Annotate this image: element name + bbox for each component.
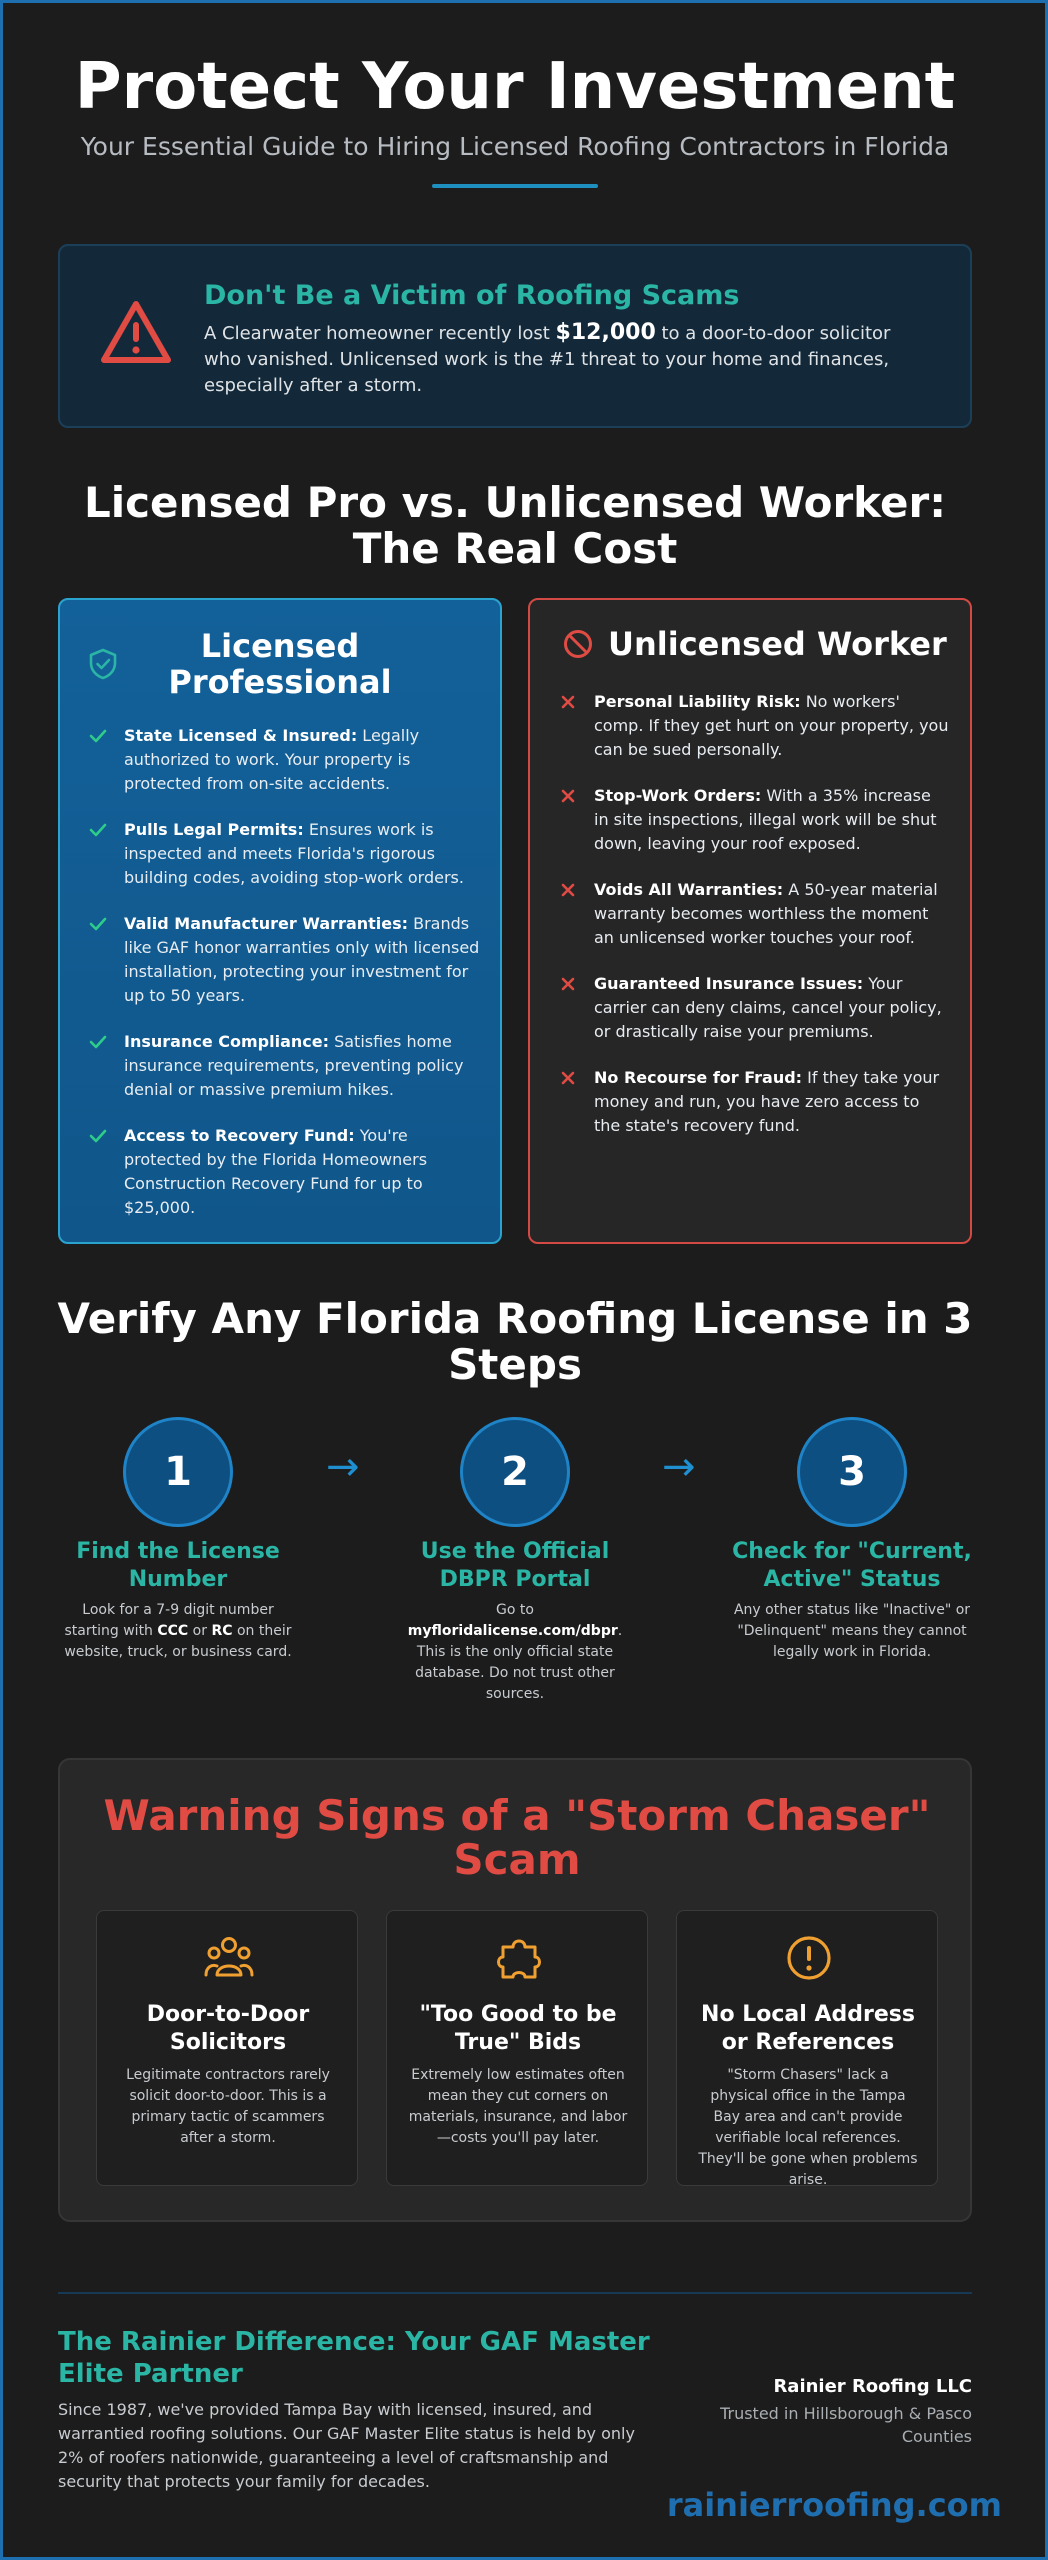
x-icon — [558, 974, 578, 994]
website-link[interactable]: rainierroofing.com — [666, 2486, 1002, 2524]
warning-card-no-local-address — [676, 1910, 938, 2186]
check-icon — [88, 1032, 108, 1052]
step-3-number: 3 — [797, 1417, 907, 1527]
check-icon — [88, 914, 108, 934]
exclamation-circle-icon — [783, 1933, 835, 1983]
page-title: Protect Your Investment — [74, 50, 956, 124]
check-icon — [88, 820, 108, 840]
alert-title: Don't Be a Victim of Roofing Scams — [204, 280, 740, 311]
check-icon — [88, 726, 108, 746]
warning-card-low-bids — [386, 1910, 648, 2186]
warning-card-text: "Storm Chasers" lack a physical office in the Tampa Bay area and can't provide verifiable local references. They'll be gone when problems arise. — [698, 2067, 918, 2188]
licensed-card-title: Licensed Professional — [168, 627, 392, 701]
list-item: Insurance Compliance: Satisfies home insurance requirements, preventing policy denial or massive premium hikes. — [88, 1030, 480, 1102]
compare-section-title: Licensed Pro vs. Unlicensed Worker: The Real Cost — [84, 478, 946, 573]
warning-triangle-icon — [100, 298, 172, 368]
company-tagline: Trusted in Hillsborough & Pasco Counties — [720, 2404, 972, 2446]
arrow-right-icon: → — [326, 1444, 360, 1490]
step-1-number: 1 — [123, 1417, 233, 1527]
step-2-text: Go to myfloridalicense.com/dbpr. This is the only official state database. Do not trust other sources. — [407, 1602, 623, 1702]
x-icon — [558, 1068, 578, 1088]
loss-amount: $12,000 — [555, 320, 656, 345]
group-people-icon — [203, 1933, 255, 1983]
unlicensed-card-title: Unlicensed Worker — [608, 625, 947, 663]
list-item: State Licensed & Insured: Legally authorized to work. Your property is protected from on-site accidents. — [88, 724, 480, 796]
verify-section-title: Verify Any Florida Roofing License in 3 Steps — [57, 1294, 973, 1389]
step-2-number: 2 — [460, 1417, 570, 1527]
list-item: Access to Recovery Fund: You're protected by the Florida Homeowners Construction Recovery Fund for up to $25,000. — [88, 1124, 480, 1220]
x-icon — [558, 786, 578, 806]
step-1-title: Find the License Number — [76, 1539, 280, 1592]
list-item: Guaranteed Insurance Issues: Your carrier can deny claims, cancel your policy, or drastically raise your premiums. — [558, 972, 950, 1044]
step-2-title: Use the Official DBPR Portal — [420, 1539, 610, 1592]
arrow-right-icon: → — [662, 1444, 696, 1490]
shield-check-icon — [88, 648, 118, 680]
page-subtitle: Your Essential Guide to Hiring Licensed Roofing Contractors in Florida — [80, 132, 950, 161]
unlicensed-worker-card — [528, 598, 972, 1244]
company-name: Rainier Roofing LLC — [773, 2376, 972, 2397]
warning-card-text: Legitimate contractors rarely solicit door-to-door. This is a primary tactic of scammers after a storm. — [126, 2067, 330, 2146]
warning-card-text: Extremely low estimates often mean they cut corners on materials, insurance, and labor—costs you'll pay later. — [408, 2067, 628, 2146]
list-item: Voids All Warranties: A 50-year material warranty becomes worthless the moment an unlicensed worker touches your roof. — [558, 878, 950, 950]
x-icon — [558, 692, 578, 712]
title-divider — [432, 184, 598, 188]
warning-card-title: Door-to-Door Solicitors — [146, 2002, 310, 2055]
step-3-text: Any other status like "Inactive" or "Delinquent" means they cannot legally work in Florida. — [733, 1602, 971, 1660]
list-item: Stop-Work Orders: With a 35% increase in site inspections, illegal work will be shut down, leaving your roof exposed. — [558, 784, 950, 856]
licensed-professional-card — [58, 598, 502, 1244]
dbpr-portal-link[interactable]: myfloridalicense.com/dbpr — [407, 1623, 618, 1639]
step-1-text: Look for a 7-9 digit number starting with CCC or RC on their website, truck, or business card. — [64, 1602, 292, 1660]
footer-divider — [58, 2292, 972, 2294]
puzzle-piece-icon — [493, 1933, 545, 1983]
unlicensed-risks-list — [558, 690, 950, 1160]
warning-section-title: Warning Signs of a "Storm Chaser" Scam — [103, 1791, 931, 1884]
step-3-title: Check for "Current, Active" Status — [732, 1539, 972, 1592]
list-item: Pulls Legal Permits: Ensures work is inspected and meets Florida's rigorous building codes, avoiding stop-work orders. — [88, 818, 480, 890]
check-icon — [88, 1126, 108, 1146]
footer-title: The Rainier Difference: Your GAF Master Elite Partner — [58, 2327, 650, 2389]
storm-chaser-warning-section — [58, 1758, 972, 2222]
list-item: Personal Liability Risk: No workers' comp. If they get hurt on your property, you can be sued personally. — [558, 690, 950, 762]
licensed-benefits-list — [88, 724, 480, 1242]
warning-card-title: No Local Address or References — [701, 2002, 915, 2055]
list-item: No Recourse for Fraud: If they take your money and run, you have zero access to the state's recovery fund. — [558, 1066, 950, 1138]
scam-alert-banner — [58, 244, 972, 428]
ban-icon — [562, 628, 594, 660]
x-icon — [558, 880, 578, 900]
footer-text: Since 1987, we've provided Tampa Bay with licensed, insured, and warrantied roofing solutions. Our GAF Master Elite status is held by only 2% of roofers nationwide, guaranteeing a level of craftsmanship and security that protects your family for decades. — [58, 2400, 635, 2491]
warning-card-door-to-door — [96, 1910, 358, 2186]
alert-text: A Clearwater homeowner recently lost $12,000 to a door-to-door solicitor who vanished. Unlicensed work is the #1 threat to your home and finances, especially after a storm. — [204, 320, 891, 396]
warning-card-title: "Too Good to be True" Bids — [419, 2002, 617, 2055]
list-item: Valid Manufacturer Warranties: Brands like GAF honor warranties only with licensed installation, protecting your investment for up to 50 years. — [88, 912, 480, 1008]
